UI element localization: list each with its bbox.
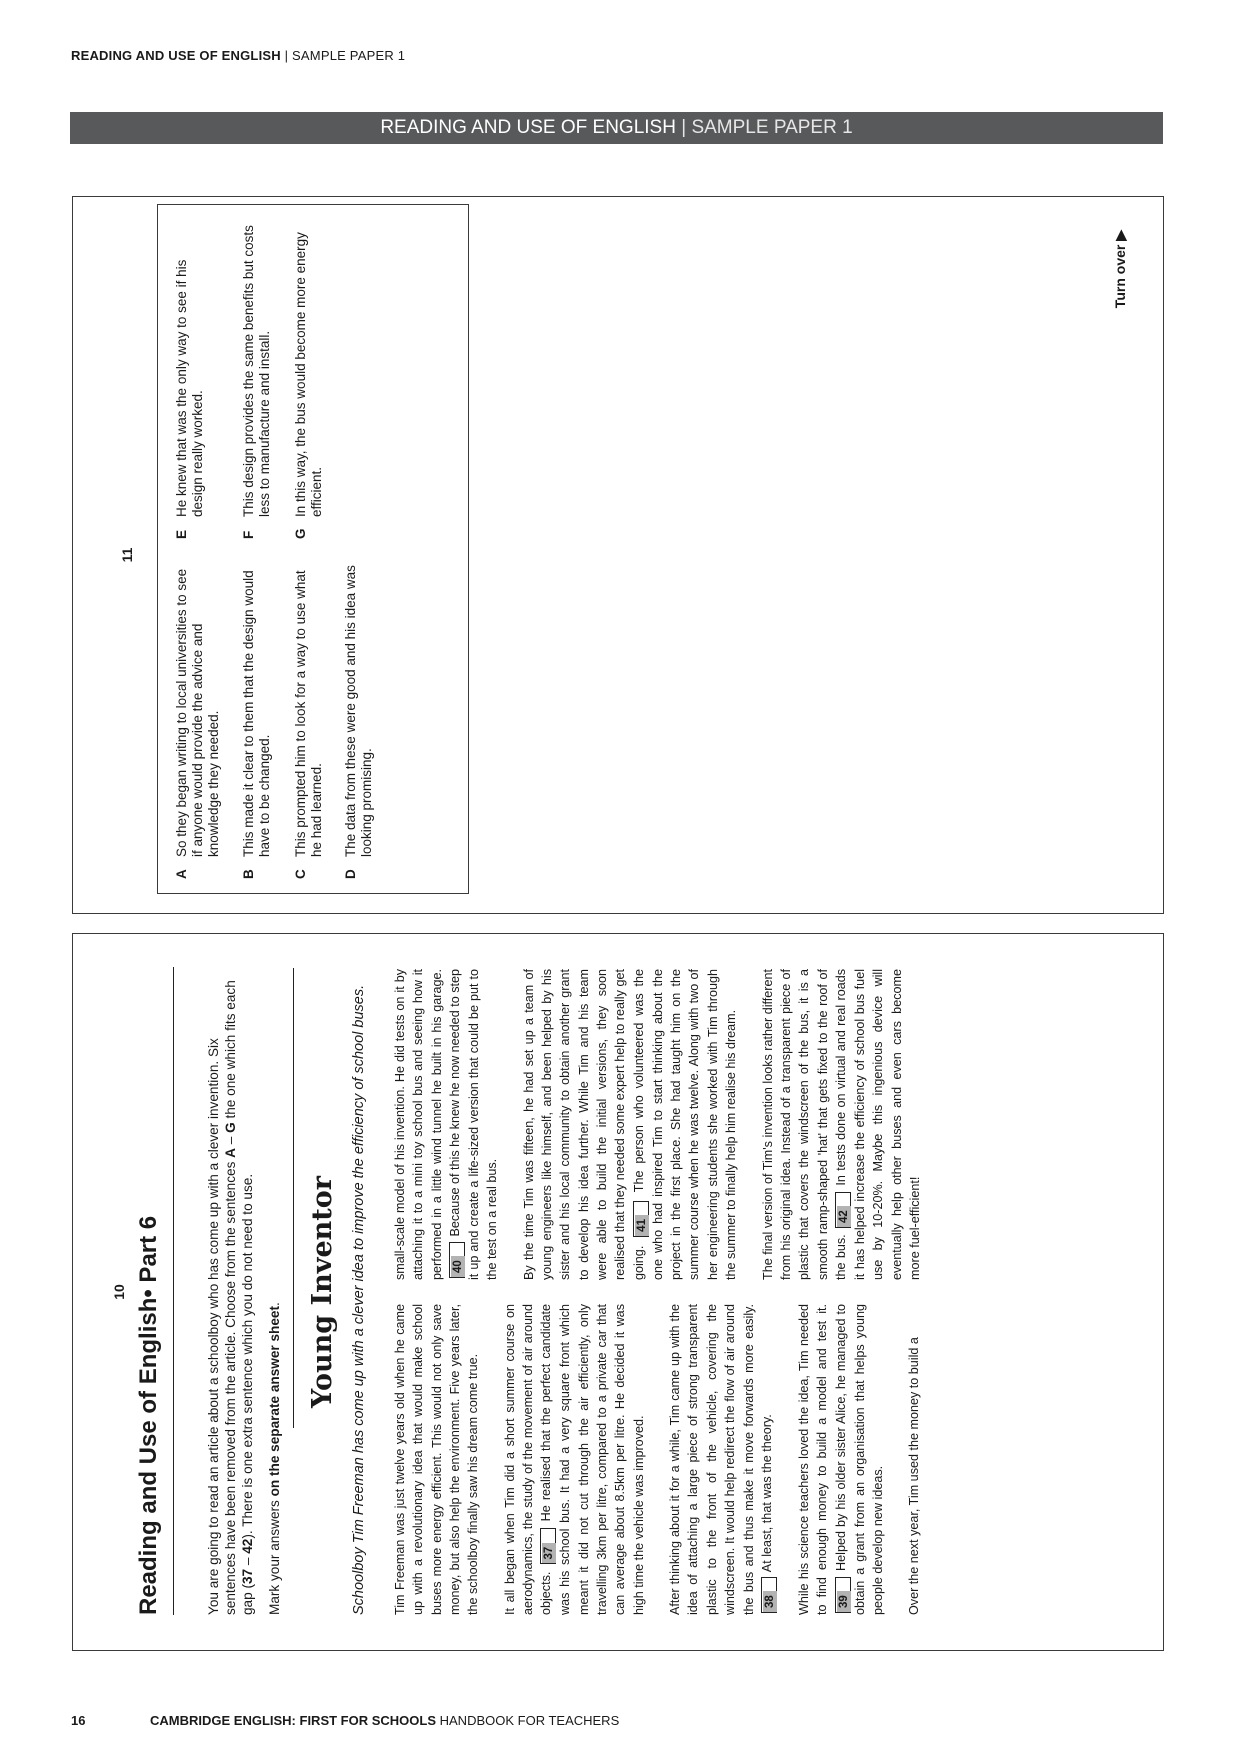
mark-bold: on the separate answer sheet <box>267 1306 282 1497</box>
banner-separator: | <box>681 117 687 138</box>
instructions-text: – <box>240 1553 255 1569</box>
section-rule <box>293 968 294 1428</box>
instructions-text: You are going to read an article about a schoolboy who has come up with a clever invention. Six sentences have been removed from the article. Choose from the sentences <box>206 1038 238 1615</box>
footer-title-bold: CAMBRIDGE ENGLISH: FIRST FOR SCHOOLS <box>150 1713 436 1728</box>
article-paragraph <box>795 1304 887 1615</box>
instructions-bold: 37 <box>240 1568 255 1585</box>
instructions <box>205 975 256 1615</box>
option-text: This made it clear to them that the design would have to be changed. <box>241 570 272 857</box>
mark-answers-note <box>267 1302 282 1615</box>
option-text: He knew that was the only way to see if his design really worked. <box>174 259 205 517</box>
paragraph-text: In tests done on virtual and real roads it has helped increase the efficiency of school bus fuel use by 10-20%. Maybe this ingenious device will eventually help other buses and even cars become more fuel-efficient! <box>833 968 922 1280</box>
article-subtitle: Schoolboy Tim Freeman has come up with a clever idea to improve the efficiency of school buses. <box>351 984 367 1615</box>
paragraph-text: The final version of Tim's invention looks rather different from his original idea. Instead of a transparent piece of plastic that covers the windscreen of the bus, it is a smooth ramp-shaped 'hat' that gets fixed to the roof of the bus. <box>760 969 848 1280</box>
gap-40-box[interactable] <box>449 1242 465 1278</box>
option-text: In this way, the bus would become more energy efficient. <box>293 232 324 517</box>
page-11-panel <box>72 196 1164 914</box>
paragraph-text: He realised that the perfect candidate was his school bus. It had a very square front which meant it did not cut through the air efficiently, only travelling 3km per litre, compared to a private car that can average about 8.5km per litre. He decided it was high time the vehicle was improved. <box>539 1304 646 1615</box>
page-10-panel <box>72 933 1164 1651</box>
paragraph-text: small-scale model of his invention. He did tests on it by attaching it to a mini toy school bus and seeing how it performed in a little wind tunnel he built in his garage. <box>393 969 444 1280</box>
page-11-content <box>73 197 1163 913</box>
article-paragraph <box>666 1304 777 1615</box>
page-11-number: 11 <box>119 547 135 563</box>
gap-number: 37 <box>542 1543 556 1564</box>
page-10-number: 10 <box>111 1284 127 1300</box>
article-paragraph: Tim Freeman was just twelve years old when he came up with a revolutionary idea that would make school buses more energy efficient. This would not only save money, but also help the environment. Five years later, the schoolboy finally saw his dream come true. <box>393 1304 481 1615</box>
page-10-content <box>73 934 1163 1650</box>
instructions-text: the one which fits each gap ( <box>223 980 255 1615</box>
instructions-text: – <box>223 1132 238 1149</box>
instructions-bold: G <box>223 1122 238 1133</box>
running-head-separator: | <box>284 48 289 63</box>
gap-number: 39 <box>837 1591 851 1612</box>
running-head-title: READING AND USE OF ENGLISH <box>71 48 281 63</box>
title-rule <box>173 967 174 1615</box>
options-box <box>157 204 469 894</box>
paragraph-text: While his science teachers loved the idea, Tim needed to find enough money to build a model and test it. <box>796 1304 830 1615</box>
option-text: The data from these were good and his idea was looking promising. <box>343 565 374 857</box>
gap-39-box[interactable] <box>835 1577 851 1613</box>
article-title: Young Inventor <box>307 1176 338 1408</box>
article-paragraph: Over the next year, Tim used the money to build a <box>907 1337 922 1615</box>
gap-42-box[interactable] <box>835 1192 851 1228</box>
paragraph-text: It all began when Tim did a short summer course on aerodynamics, the study of the movement of air around objects. <box>502 1304 554 1615</box>
gap-41-box[interactable] <box>633 1201 649 1237</box>
banner-subtitle: SAMPLE PAPER 1 <box>691 117 853 138</box>
running-head-subtitle: SAMPLE PAPER 1 <box>292 48 406 63</box>
gap-number: 40 <box>451 1256 465 1277</box>
gap-number: 38 <box>763 1591 777 1612</box>
option-text: This design provides the same benefits but costs less to manufacture and install. <box>241 225 272 517</box>
gap-37-box[interactable] <box>540 1528 556 1564</box>
gap-number: 41 <box>635 1215 649 1236</box>
instructions-bold: A <box>223 1148 238 1158</box>
paragraph-text: Because of this he knew he now needed to step it up and create a life-sized version that could be put to the test on a real bus. <box>448 968 500 1280</box>
turn-over-label: Turn over ▶ <box>1112 230 1128 309</box>
option-letter: A <box>174 869 189 879</box>
article-paragraph <box>391 969 502 1280</box>
paragraph-text: At least, that was the theory. <box>759 1414 774 1573</box>
article-column-2 <box>391 969 942 1280</box>
paragraph-text: By the time Tim was fifteen, he had set up a team of young engineers like himself, and been helped by his sister and his local community to obtain another grant to develop his idea further. While Tim and his team were able to build the initial versions, they soon realised that they needed some expert help to really get going. <box>521 969 646 1280</box>
footer-title <box>150 1713 619 1728</box>
article-paragraph <box>520 969 741 1280</box>
option-text: So they began writing to local universities to see if anyone would provide the advice and knowledge they needed. <box>174 568 221 857</box>
option-letter: E <box>174 529 189 539</box>
option-letter: G <box>293 528 308 539</box>
gap-38-box[interactable] <box>761 1577 777 1613</box>
running-head <box>71 48 405 63</box>
part-title: Reading and Use of English• Part 6 <box>135 1215 162 1615</box>
option-letter: B <box>241 869 256 879</box>
option-text: This prompted him to look for a way to use what he had learned. <box>293 570 324 857</box>
article-paragraph <box>759 969 925 1280</box>
paragraph-text: After thinking about it for a while, Tim came up with the idea of attaching a large piece of strong transparent plastic to the front of the vehicle, covering the windscreen. It would help redirect the flow of air around the bus and thus make it move forwards more easily. <box>668 1304 756 1615</box>
footer-title-rest: HANDBOOK FOR TEACHERS <box>439 1713 620 1728</box>
banner-title: READING AND USE OF ENGLISH <box>380 117 676 138</box>
article-paragraph <box>501 1304 648 1615</box>
article-column-1 <box>391 1304 942 1615</box>
option-letter: F <box>241 530 256 539</box>
paragraph-text: The person who volunteered was the one who had inspired Tim to start thinking about the project in the first place. She had taught him on the summer course when he was twelve. Along with two of her engineering students she worked with Tim through the summer to finally help him realise his dream. <box>631 969 739 1280</box>
paragraph-text: Helped by his older sister Alice, he managed to obtain a grant from an organisation that helps young people develop new ideas. <box>833 1304 885 1615</box>
footer-page-number: 16 <box>71 1713 86 1728</box>
section-banner <box>70 112 1163 144</box>
gap-number: 42 <box>837 1206 851 1227</box>
option-letter: C <box>293 869 308 879</box>
instructions-bold: 42 <box>240 1538 255 1554</box>
instructions-text: ). There is one extra sentence which you do not need to use. <box>240 1173 255 1539</box>
option-letter: D <box>343 869 358 879</box>
mark-text: Mark your answers <box>267 1496 282 1615</box>
mark-text: . <box>267 1302 282 1306</box>
